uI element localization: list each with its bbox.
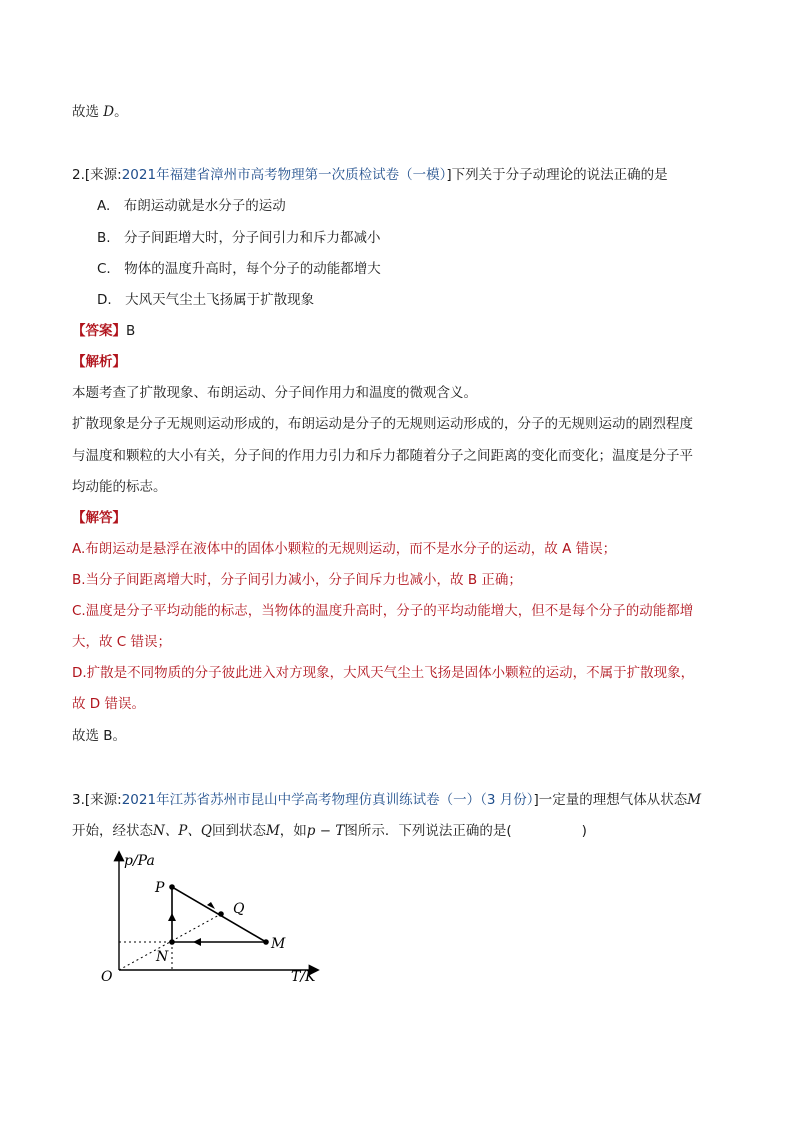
q2-conclusion: 故选 B。 [72, 728, 127, 744]
label-m: M [271, 936, 286, 952]
q2-analysis-line-3: 与温度和颗粒的大小有关，分子间的作用力引力和斥力都随着分子之间距离的变化而变化；温度是分子平 [72, 448, 693, 464]
q2-solution-line-3: C.温度是分子平均动能的标志，当物体的温度升高时，分子的平均动能增大，但不是每个分子的动能都增 [72, 603, 694, 619]
q2-analysis-line-4: 均动能的标志。 [72, 479, 167, 495]
q2-analysis-label: 【解析】 [72, 354, 126, 370]
q2-stem: 2.[来源:2021年福建省漳州市高考物理第一次质检试卷（一模）]下列关于分子动理论的说法正确的是 [72, 167, 668, 183]
arrow-n-to-p [168, 913, 176, 921]
q2-option-d: D. 大风天气尘土飞扬属于扩散现象 [97, 292, 315, 308]
x-axis-label: T/K [291, 969, 316, 985]
q2-analysis-line-2: 扩散现象是分子无规则运动形成的，布朗运动是分子的无规则运动形成的，分子的无规则运动的剧烈程度 [72, 416, 693, 432]
label-n: N [156, 949, 169, 965]
q2-option-a: A. 布朗运动就是水分子的运动 [97, 198, 286, 214]
answer-value: B [126, 323, 136, 339]
arrow-m-to-n [193, 938, 201, 946]
label-q: Q [233, 901, 245, 917]
q2-solution-line-1: A.布朗运动是悬浮在液体中的固体小颗粒的无规则运动，而不是水分子的运动，故 A 错误； [72, 541, 617, 557]
y-axis-label: p/Pa [124, 853, 155, 869]
q2-analysis-line-1: 本题考查了扩散现象、布朗运动、分子间作用力和温度的微观含义。 [72, 385, 477, 401]
point-n [169, 939, 175, 945]
q2-solution-line-2: B.当分子间距离增大时，分子间引力减小，分子间斥力也减小，故 B 正确； [72, 572, 522, 588]
origin-label: O [101, 969, 113, 985]
answer-label: 【答案】 [72, 323, 126, 339]
q2-source-link[interactable]: 2021年福建省漳州市高考物理第一次质检试卷（一模） [121, 167, 447, 183]
q2-solution-line-6: 故 D 错误。 [72, 696, 145, 712]
point-q [218, 911, 224, 917]
q2-answer [72, 321, 135, 341]
label-p: P [155, 880, 165, 896]
q3-stem-line-2: 开始，经状态N、P、Q回到状态M，如p − T图所示．下列说法正确的是( ) [72, 823, 587, 839]
q2-option-c: C. 物体的温度升高时，每个分子的动能都增大 [97, 261, 381, 277]
q3-stem-line-1: 3.[来源:2021年江苏省苏州市昆山中学高考物理仿真训练试卷（一）（3 月份）]一定量的理想气体从状态M [72, 792, 702, 808]
q2-solution-line-4: 大，故 C 错误； [72, 634, 172, 650]
prev-conclusion: 故选 D。 [72, 104, 128, 120]
q2-option-b: B. 分子间距增大时，分子间引力和斥力都减小 [97, 230, 381, 246]
q3-source-link[interactable]: 2021年江苏省苏州市昆山中学高考物理仿真训练试卷（一）（3 月份） [121, 792, 534, 808]
q2-solution-label: 【解答】 [72, 510, 126, 526]
q2-solution-line-5: D.扩散是不同物质的分子彼此进入对方现象，大风天气尘土飞扬是固体小颗粒的运动，不属于扩散现象， [72, 665, 695, 681]
pt-diagram [95, 845, 335, 985]
point-m [263, 939, 269, 945]
point-p [169, 884, 175, 890]
